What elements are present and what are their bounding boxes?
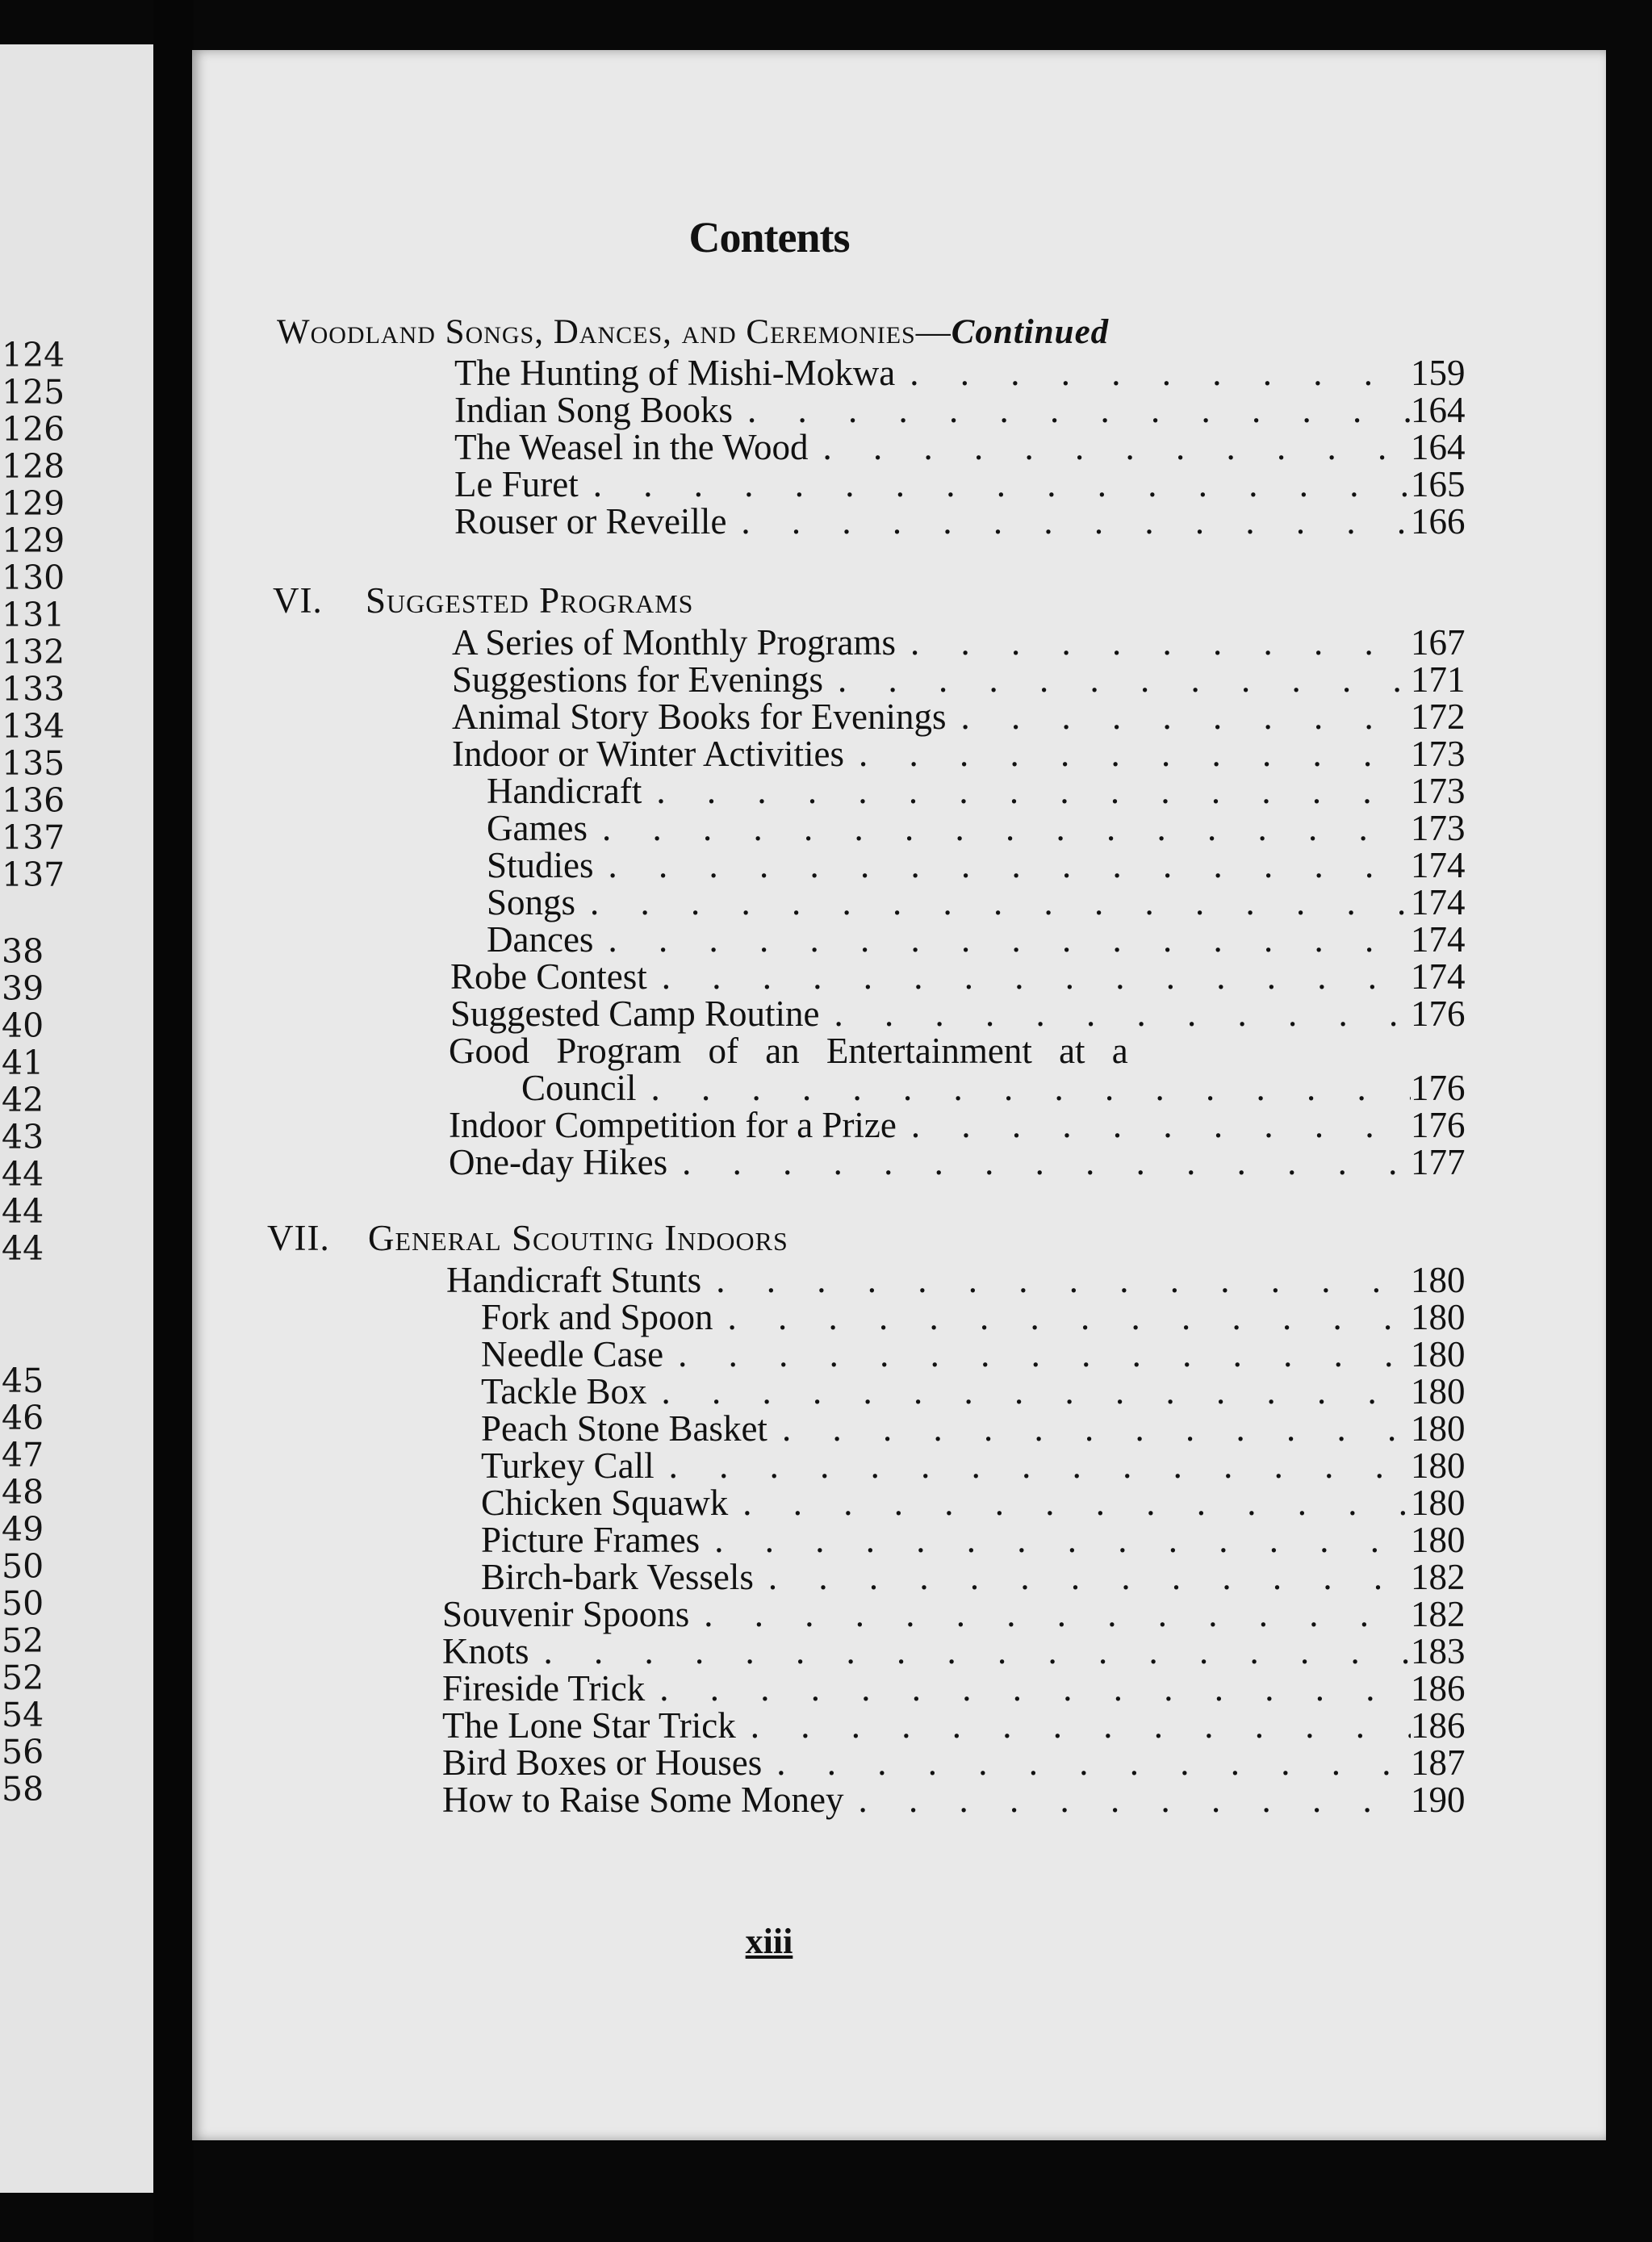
- toc-entry-title: Indoor Competition for a Prize: [449, 1105, 897, 1145]
- toc-entry-page: 176: [1411, 1105, 1466, 1145]
- toc-entry-title: A Series of Monthly Programs: [452, 622, 896, 663]
- previous-page-number: 130: [2, 558, 65, 597]
- book-gutter: [153, 0, 194, 2242]
- leader-dots: [689, 1596, 1411, 1633]
- leader-dots: [529, 1633, 1411, 1670]
- toc-entry-page: 165: [1411, 464, 1466, 504]
- leader-dots: [733, 392, 1411, 429]
- toc-entry-title: Robe Contest: [450, 956, 647, 997]
- leader-dots: [647, 1374, 1411, 1410]
- toc-entry-title: Fork and Spoon: [481, 1297, 713, 1337]
- toc-entry-page: 174: [1411, 882, 1466, 922]
- toc-entry-page: 173: [1411, 808, 1466, 848]
- toc-entry[interactable]: [487, 919, 1475, 960]
- previous-page-number: 124: [2, 336, 65, 374]
- previous-page-number: 134: [2, 707, 65, 746]
- previous-page-number: 46: [2, 1399, 44, 1437]
- previous-page-numbers: [0, 44, 153, 2193]
- leader-dots: [819, 996, 1411, 1032]
- toc-entry[interactable]: [442, 1596, 1475, 1633]
- leader-dots: [895, 355, 1411, 391]
- section-heading-vi: [273, 580, 694, 621]
- previous-page-number: 128: [2, 447, 65, 486]
- toc-entry[interactable]: [454, 501, 1475, 542]
- leader-dots: [762, 1745, 1411, 1781]
- toc-entry-title: Souvenir Spoons: [442, 1594, 690, 1634]
- toc-entry-title: Fireside Trick: [442, 1668, 646, 1709]
- toc-entry-title: How to Raise Some Money: [442, 1780, 844, 1820]
- toc-entry-title: Picture Frames: [481, 1520, 701, 1560]
- leader-dots: [700, 1522, 1411, 1558]
- toc-entry[interactable]: [487, 773, 1475, 809]
- toc-entry[interactable]: [454, 466, 1475, 503]
- previous-page-number: 45: [2, 1362, 44, 1400]
- leader-dots: [728, 1485, 1411, 1521]
- toc-entry-title: Needle Case: [481, 1334, 664, 1374]
- continued-label: Continued: [951, 313, 1110, 351]
- toc-entry[interactable]: [450, 993, 1475, 1034]
- toc-entry-title: Rouser or Reveille: [454, 501, 727, 542]
- leader-dots: [588, 810, 1411, 847]
- previous-page-number: 42: [2, 1081, 44, 1119]
- section-title: Suggested Programs: [366, 580, 694, 621]
- toc-entry-title: Games: [487, 808, 588, 848]
- toc-entry-page: 180: [1411, 1260, 1466, 1300]
- toc-entry-wrapped-first-line[interactable]: Good Program of an Entertainment at a: [449, 1031, 1128, 1071]
- leader-dots: [647, 959, 1411, 995]
- toc-entry-title: Suggested Camp Routine: [450, 993, 820, 1034]
- leader-dots: [655, 1448, 1411, 1484]
- toc-entry-page: 177: [1411, 1142, 1466, 1182]
- toc-entry[interactable]: [442, 1633, 1475, 1670]
- page-folio: xiii: [745, 1922, 793, 1961]
- toc-entry-title: Council: [521, 1068, 637, 1108]
- leader-dots: [823, 662, 1411, 698]
- toc-entry[interactable]: [450, 956, 1475, 997]
- toc-entry-title: Knots: [442, 1631, 529, 1671]
- leader-dots: [754, 1559, 1411, 1596]
- toc-entry-page: 186: [1411, 1705, 1466, 1746]
- toc-entry[interactable]: [442, 1705, 1475, 1746]
- toc-entry-page: 172: [1411, 696, 1466, 737]
- previous-page-number: 132: [2, 633, 65, 671]
- toc-entry-title: Turkey Call: [481, 1445, 655, 1486]
- previous-page-number: 58: [2, 1770, 44, 1809]
- toc-entry-title: The Weasel in the Wood: [454, 427, 809, 467]
- toc-entry-page: 187: [1411, 1742, 1466, 1783]
- section-title: Woodland Songs, Dances, and Ceremonies—: [277, 313, 951, 351]
- previous-page-number: 129: [2, 521, 65, 560]
- leader-dots: [575, 885, 1411, 921]
- toc-entry-page: 180: [1411, 1371, 1466, 1412]
- leader-dots: [713, 1299, 1411, 1336]
- toc-entry[interactable]: [449, 1144, 1475, 1181]
- toc-entry-page: 174: [1411, 919, 1466, 960]
- toc-entry[interactable]: [487, 882, 1475, 922]
- leader-dots: [594, 847, 1411, 884]
- section-number: VI.: [273, 580, 323, 621]
- toc-entry-title: Tackle Box: [481, 1371, 647, 1412]
- toc-entry-title: Songs: [487, 882, 576, 922]
- toc-entry[interactable]: [481, 1408, 1475, 1449]
- toc-entry-page: 186: [1411, 1668, 1466, 1709]
- toc-entry[interactable]: [452, 659, 1475, 700]
- toc-entry-page: 176: [1411, 1068, 1466, 1108]
- leader-dots: [667, 1144, 1411, 1181]
- leader-dots: [637, 1070, 1412, 1106]
- toc-entry[interactable]: [481, 1299, 1475, 1336]
- toc-entry-page: 164: [1411, 427, 1466, 467]
- toc-entry-title: Peach Stone Basket: [481, 1408, 767, 1449]
- toc-entry-page: 180: [1411, 1445, 1466, 1486]
- toc-entry-page: 171: [1411, 659, 1466, 700]
- previous-page-number: 48: [2, 1473, 44, 1512]
- toc-entry[interactable]: [446, 1262, 1475, 1299]
- previous-page-number: 43: [2, 1118, 44, 1157]
- toc-entry-title: Animal Story Books for Evenings: [452, 696, 947, 737]
- leader-dots: [701, 1262, 1411, 1299]
- page-title: Contents: [688, 213, 850, 261]
- section-heading-woodland: [277, 315, 1109, 349]
- toc-entry-title: Indian Song Books: [454, 390, 734, 430]
- toc-entry-page: 167: [1411, 622, 1466, 663]
- toc-entry-page: 159: [1411, 353, 1466, 393]
- leader-dots: [767, 1411, 1411, 1447]
- leader-dots: [809, 429, 1412, 466]
- toc-entry[interactable]: [487, 810, 1475, 847]
- previous-page-number: 52: [2, 1658, 44, 1697]
- previous-page-number: 56: [2, 1733, 44, 1771]
- previous-page-number: 136: [2, 781, 65, 820]
- previous-page-number: 52: [2, 1621, 44, 1660]
- toc-entry-page: 180: [1411, 1408, 1466, 1449]
- toc-entry[interactable]: [521, 1070, 1475, 1106]
- toc-entry[interactable]: [452, 622, 1475, 663]
- previous-page-number: 137: [2, 855, 65, 894]
- section-number: VII.: [267, 1218, 330, 1258]
- toc-entry-title: Bird Boxes or Houses: [442, 1742, 763, 1783]
- toc-entry[interactable]: [481, 1371, 1475, 1412]
- toc-entry-page: 180: [1411, 1334, 1466, 1374]
- previous-page-number: 41: [2, 1044, 44, 1082]
- toc-entry[interactable]: [454, 355, 1475, 391]
- toc-entry[interactable]: [452, 736, 1475, 772]
- previous-page-number: 39: [2, 969, 44, 1008]
- toc-entry-page: 180: [1411, 1297, 1466, 1337]
- toc-entry[interactable]: [442, 1668, 1475, 1709]
- toc-entry-title: Suggestions for Evenings: [452, 659, 823, 700]
- toc-entry[interactable]: [481, 1559, 1475, 1596]
- leader-dots: [593, 922, 1411, 958]
- contents-page: [192, 50, 1606, 2140]
- toc-entry[interactable]: [481, 1522, 1475, 1558]
- toc-entry[interactable]: [487, 847, 1475, 884]
- previous-page-number: 131: [2, 596, 65, 634]
- toc-entry-page: 173: [1411, 771, 1466, 811]
- toc-entry-page: 190: [1411, 1780, 1466, 1820]
- toc-entry-page: 164: [1411, 390, 1466, 430]
- previous-page-number: 125: [2, 373, 65, 412]
- previous-page-number: 40: [2, 1006, 44, 1045]
- toc-entry-page: 174: [1411, 956, 1466, 997]
- leader-dots: [579, 466, 1411, 503]
- toc-entry[interactable]: [454, 429, 1475, 466]
- toc-entry[interactable]: [442, 1742, 1475, 1783]
- toc-entry-title: Le Furet: [454, 464, 579, 504]
- toc-entry-page: 182: [1411, 1594, 1466, 1634]
- previous-page-number: 38: [2, 932, 44, 971]
- leader-dots: [642, 773, 1411, 809]
- leader-dots: [663, 1336, 1411, 1373]
- leader-dots: [645, 1671, 1411, 1707]
- toc-entry[interactable]: [481, 1485, 1475, 1521]
- toc-entry[interactable]: [442, 1782, 1475, 1818]
- previous-page-number: 44: [2, 1192, 44, 1231]
- toc-entry-page: 174: [1411, 845, 1466, 885]
- leader-dots: [897, 1107, 1411, 1144]
- toc-entry-title: Chicken Squawk: [481, 1483, 729, 1523]
- previous-page-fragment: [0, 44, 153, 2193]
- previous-page-number: 49: [2, 1510, 44, 1549]
- previous-page-number: 129: [2, 484, 65, 523]
- toc-entry-title: The Hunting of Mishi-Mokwa: [454, 353, 896, 393]
- toc-entry-title: Handicraft Stunts: [446, 1260, 702, 1300]
- leader-dots: [896, 625, 1411, 661]
- previous-page-number: 135: [2, 744, 65, 783]
- toc-entry-page: 166: [1411, 501, 1466, 542]
- toc-entry-page: 176: [1411, 993, 1466, 1034]
- toc-entry-page: 180: [1411, 1520, 1466, 1560]
- toc-entry-page: 180: [1411, 1483, 1466, 1523]
- toc-entry-page: 182: [1411, 1557, 1466, 1597]
- leader-dots: [946, 699, 1411, 735]
- toc-entry-title: The Lone Star Trick: [442, 1705, 736, 1746]
- toc-entry-title: Birch-bark Vessels: [481, 1557, 754, 1597]
- previous-page-number: 50: [2, 1547, 44, 1586]
- section-title: General Scouting Indoors: [368, 1218, 788, 1258]
- toc-entry-page: 173: [1411, 734, 1466, 774]
- toc-entry-page: 183: [1411, 1631, 1466, 1671]
- toc-entry[interactable]: [449, 1107, 1475, 1144]
- toc-entry-title: Indoor or Winter Activities: [452, 734, 845, 774]
- toc-entry-title: Handicraft: [487, 771, 642, 811]
- toc-entry-title: Studies: [487, 845, 594, 885]
- previous-page-number: 126: [2, 410, 65, 449]
- leader-dots: [843, 1782, 1411, 1818]
- previous-page-number: 44: [2, 1155, 44, 1194]
- previous-page-number: 133: [2, 670, 65, 709]
- previous-page-number: 47: [2, 1436, 44, 1474]
- toc-entry[interactable]: [481, 1336, 1475, 1373]
- leader-dots: [844, 736, 1411, 772]
- section-heading-vii: [267, 1220, 788, 1257]
- previous-page-number: 44: [2, 1229, 44, 1268]
- toc-entry[interactable]: [481, 1445, 1475, 1486]
- previous-page-number: 137: [2, 818, 65, 857]
- leader-dots: [736, 1708, 1411, 1744]
- previous-page-number: 50: [2, 1584, 44, 1623]
- toc-entry-title: Dances: [487, 919, 594, 960]
- toc-entry-title: One-day Hikes: [449, 1142, 668, 1182]
- leader-dots: [726, 504, 1411, 540]
- toc-entry[interactable]: [454, 392, 1475, 429]
- previous-page-number: 54: [2, 1696, 44, 1734]
- toc-entry[interactable]: [452, 696, 1475, 737]
